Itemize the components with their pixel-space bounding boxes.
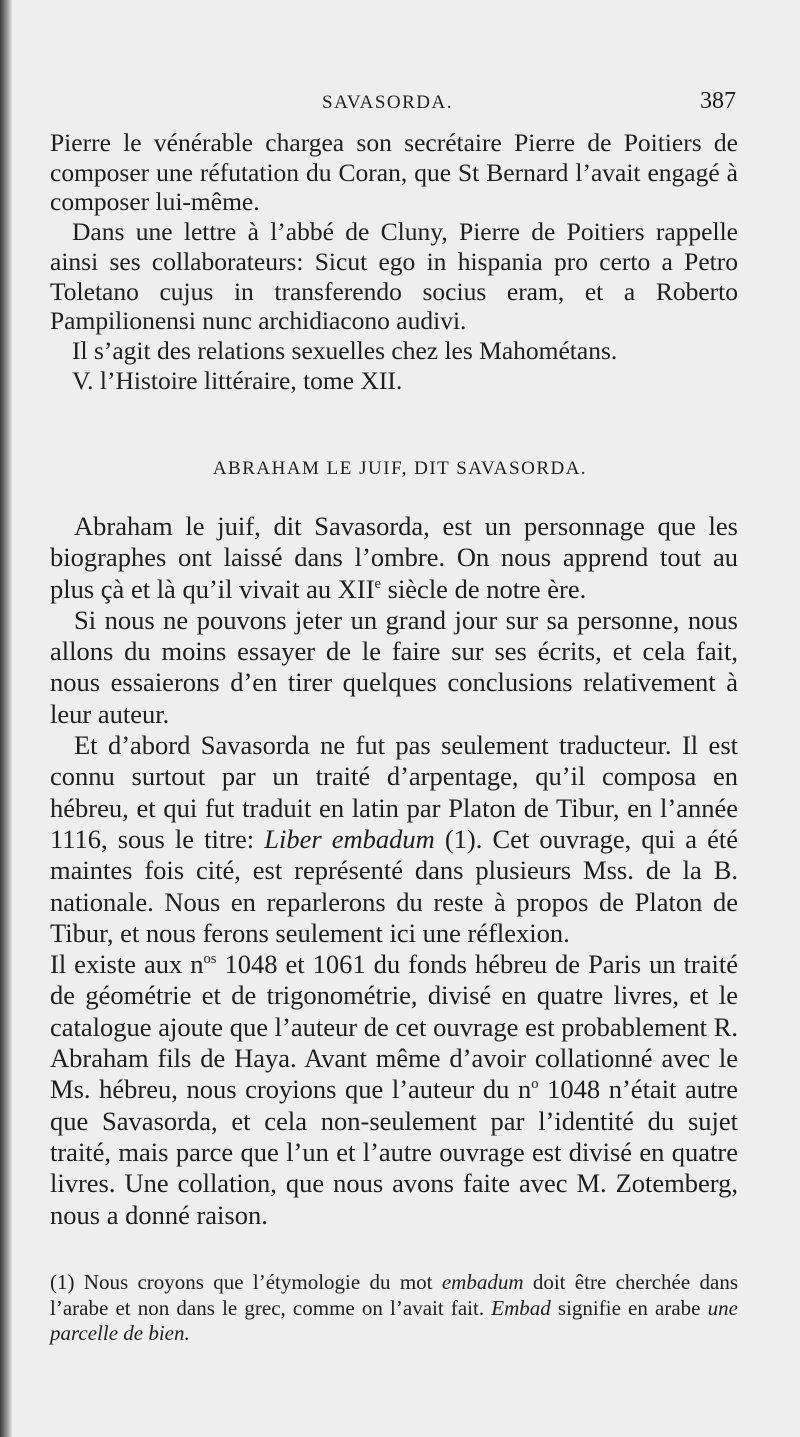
footnote-part: doit être cherchée dans l’arabe et non dans le grec, comme on l’avait fait. <box>50 1270 739 1320</box>
body-paragraph <box>50 511 738 605</box>
body-text: 1048 n’était autre que Savasorda, et cela non-seulement par l’identité du sujet traité, mais parce que l’un et l’autre ouvrage est divisé en quatre livres. Une collation, que nous avons faite avec M. Zotemberg, nous a donné raison. <box>50 1074 738 1230</box>
page-number: 387 <box>700 88 736 114</box>
page-gutter-shadow <box>0 0 12 1437</box>
body-paragraph <box>50 730 738 949</box>
footnote <box>50 1270 738 1347</box>
footnote-part: signifie en arabe <box>550 1295 708 1320</box>
body-text: 1048 et 1061 du fonds hébreu de Paris un traité de géométrie et de trigonométrie, divisé en quatre livres, et le catalogue ajoute que l’auteur de cet ouvrage est probablement R. Abraham fils de Haya. Avant même d’avoir collationné avec le Ms. hébreu, nous croyions que l’auteur du n <box>50 949 739 1105</box>
body-paragraph: Si nous ne pouvons jeter un grand jour sur sa personne, nous allons du moins essayer de le faire sur ses écrits, et cela fait, nous essaierons d’en tirer quelques conclusions relativement à leur auteur. <box>50 604 738 729</box>
note-paragraph: Il s’agit des relations sexuelles chez les Mahométans. <box>72 335 618 365</box>
body-text: Il existe aux n <box>50 949 204 980</box>
body-text: (1). Cet ouvrage, qui a été maintes fois cité, est représenté dans plusieurs Mss. de la B. nationale. Nous en reparlerons du reste à propos de Platon de Tibur, et nous ferons seulement ici une réflexion. <box>50 823 739 948</box>
superscript: e <box>374 575 381 592</box>
body-text: siècle de notre ère. <box>381 573 587 604</box>
body-paragraph <box>50 949 738 1231</box>
footnote-italic: embadum <box>441 1270 524 1294</box>
page-header <box>0 84 800 116</box>
footnote-italic: une parcelle de bien. <box>50 1295 738 1345</box>
continued-notes <box>50 128 738 395</box>
footnote-part: (1) Nous croyons que l’étymologie du mot <box>50 1270 442 1294</box>
body-text: Abraham le juif, dit Savasorda, est un personnage que les biographes ont laissé dans l’ombre. On nous apprend tout au plus çà et là qu’il vivait au XII <box>50 511 738 604</box>
note-paragraph: V. l’Histoire littéraire, tome XII. <box>72 365 403 395</box>
main-text <box>50 511 738 1231</box>
footnote-italic: Embad <box>491 1295 551 1320</box>
footnote-text <box>50 1270 738 1347</box>
book-title: Liber embadum <box>264 823 435 854</box>
superscript: o <box>531 1076 539 1093</box>
body-text: Et d’abord Savasorda ne fut pas seulement traducteur. Il est connu surtout par un traité d’arpentage, qu’il composa en hébreu, et qui fut traduit en latin par Platon de Tibur, en l’année 1116, sous le titre: <box>50 730 738 854</box>
note-paragraph: Dans une lettre à l’abbé de Cluny, Pierre de Poitiers rappelle ainsi ses collaborateurs: Sicut ego in hispania pro certo a Petro Toletano cujus in transferendo socius eram, et a Roberto Pampilionensi nunc archidiacono audivi. <box>50 217 738 336</box>
note-paragraph: Pierre le vénérable chargea son secrétaire Pierre de Poitiers de composer une réfutation du Coran, que St Bernard l’avait engagé à composer lui-même. <box>50 128 738 217</box>
superscript: os <box>203 951 217 968</box>
running-head: SAVASORDA. <box>322 92 453 113</box>
section-heading: ABRAHAM LE JUIF, DIT SAVASORDA. <box>212 458 588 479</box>
